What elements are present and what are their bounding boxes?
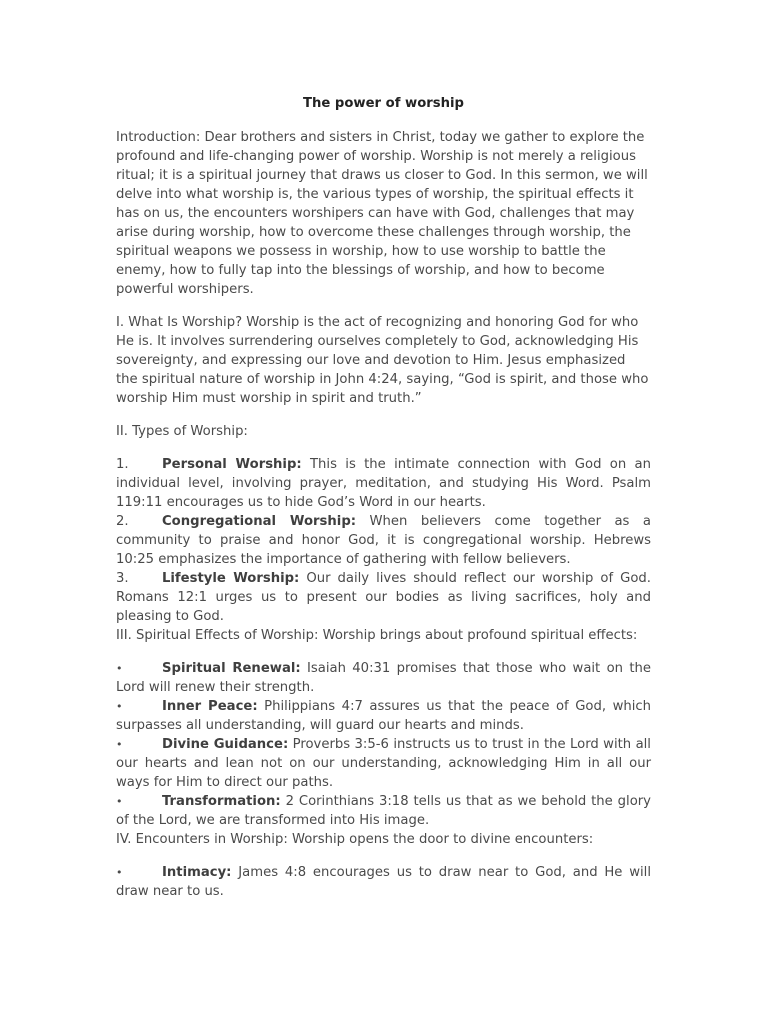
list-item-term: Personal Worship: — [162, 457, 302, 472]
list-item-term: Intimacy: — [162, 865, 232, 880]
list-item — [116, 512, 651, 569]
list-item-term: Divine Guidance: — [162, 737, 289, 752]
list-item-text: 2 Corinthians 3:18 tells us that as we behold the glory of the Lord, we are transformed into His image. — [116, 794, 651, 828]
list-item — [116, 863, 651, 901]
section-spiritual-effects: III. Spiritual Effects of Worship: Worship brings about profound spiritual effects: — [116, 628, 638, 643]
bullet-icon: • — [116, 738, 123, 751]
encounters-list — [116, 863, 651, 901]
list-item-term: Congregational Worship: — [162, 514, 357, 529]
intro-paragraph: Introduction: Dear brothers and sisters in Christ, today we gather to explore the profound and life-changing power of worship. Worship is not merely a religious ritual; it is a spiritual journey that draws us closer to God. In this sermon, we will delve into what worship is, the various types of worship, the spiritual effects it has on us, the encounters worshipers can have with God, challenges that may arise during worship, how to overcome these challenges through worship, the spiritual weapons we possess in worship, how to use worship to battle the enemy, how to fully tap into the blessings of worship, and how to become powerful worshipers. — [116, 130, 648, 297]
list-item — [116, 697, 651, 735]
section-encounters: IV. Encounters in Worship: Worship opens the door to divine encounters: — [116, 832, 594, 847]
types-list — [116, 455, 651, 626]
list-item — [116, 455, 651, 512]
list-number: 2. — [116, 514, 129, 529]
document-page — [116, 94, 651, 901]
list-number: 3. — [116, 571, 129, 586]
list-item — [116, 792, 651, 830]
section-types-heading: II. Types of Worship: — [116, 424, 248, 439]
document-title: The power of worship — [303, 96, 464, 111]
list-item-text: James 4:8 encourages us to draw near to God, and He will draw near to us. — [116, 865, 651, 899]
list-item — [116, 659, 651, 697]
list-item-text: Proverbs 3:5-6 instructs us to trust in the Lord with all our hearts and lean not on our understanding, acknowledging Him in all our ways for Him to direct our paths. — [116, 737, 651, 790]
list-item-term: Lifestyle Worship: — [162, 571, 300, 586]
list-item — [116, 735, 651, 792]
section-what-is-worship: I. What Is Worship? Worship is the act of recognizing and honoring God for who He is. It involves surrendering ourselves completely to God, acknowledging His sovereignty, and expressing our love and devotion to Him. Jesus emphasized the spiritual nature of worship in John 4:24, saying, “God is spirit, and those who worship Him must worship in spirit and truth.” — [116, 315, 649, 406]
bullet-icon: • — [116, 662, 123, 675]
effects-list — [116, 659, 651, 830]
list-item-text: When believers come together as a community to praise and honor God, it is congregational worship. Hebrews 10:25 emphasizes the importance of gathering with fellow believers. — [116, 514, 651, 567]
bullet-icon: • — [116, 866, 123, 879]
list-item-term: Spiritual Renewal: — [162, 661, 301, 676]
list-item-text: Our daily lives should reflect our worship of God. Romans 12:1 urges us to present our bodies as living sacrifices, holy and pleasing to God. — [116, 571, 651, 624]
list-item — [116, 569, 651, 626]
list-item-text: Isaiah 40:31 promises that those who wait on the Lord will renew their strength. — [116, 661, 651, 695]
list-item-term: Transformation: — [162, 794, 281, 809]
list-item-text: This is the intimate connection with God on an individual level, involving prayer, meditation, and studying His Word. Psalm 119:11 encourages us to hide God’s Word in our hearts. — [116, 457, 651, 510]
list-number: 1. — [116, 457, 129, 472]
list-item-text: Philippians 4:7 assures us that the peace of God, which surpasses all understanding, will guard our hearts and minds. — [116, 699, 651, 733]
list-item-term: Inner Peace: — [162, 699, 258, 714]
bullet-icon: • — [116, 700, 123, 713]
bullet-icon: • — [116, 795, 123, 808]
